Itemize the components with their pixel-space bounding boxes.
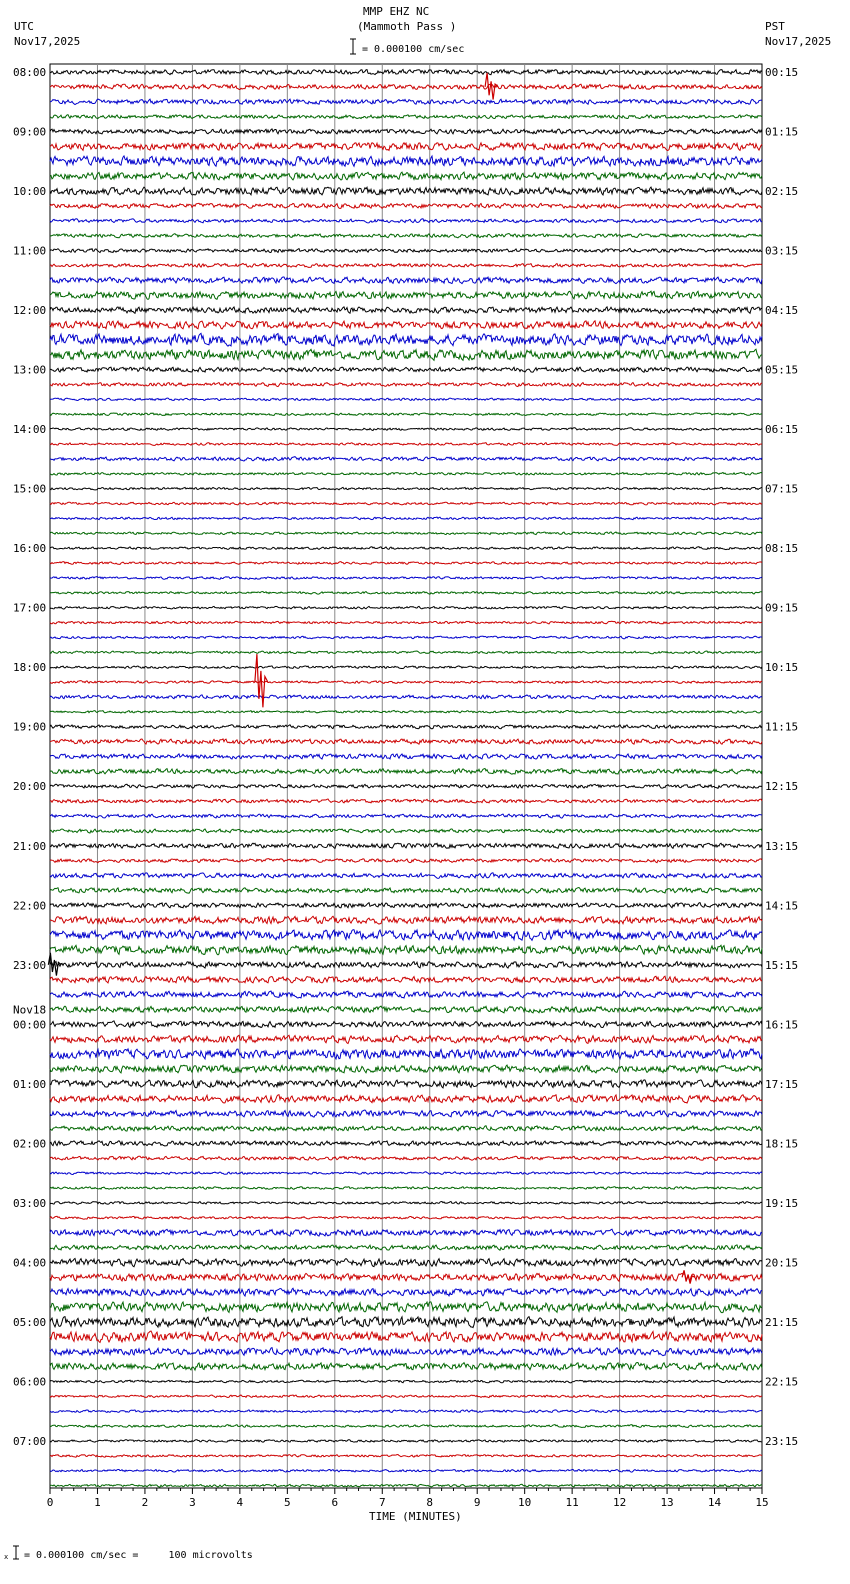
pst-hour-label: 00:15 <box>765 66 799 79</box>
trace-70 <box>50 1110 762 1117</box>
pst-hour-label: 06:15 <box>765 423 799 437</box>
utc-hour-label: 17:00 <box>13 601 47 615</box>
trace-61 <box>50 976 762 983</box>
trace-14 <box>50 277 762 284</box>
trace-65 <box>50 1035 762 1043</box>
trace-23 <box>50 413 762 416</box>
trace-78 <box>50 1229 762 1236</box>
pst-hour-label: 07:15 <box>765 482 799 496</box>
x-tick-label: 15 <box>755 1496 769 1509</box>
trace-91 <box>50 1425 762 1428</box>
trace-48 <box>50 784 762 788</box>
trace-35 <box>50 592 762 595</box>
x-tick-label: 3 <box>189 1496 196 1509</box>
x-tick-label: 0 <box>46 1496 54 1509</box>
pst-hour-label: 03:15 <box>765 244 799 258</box>
trace-80 <box>50 1259 762 1267</box>
scale-text: = 0.000100 cm/sec <box>362 44 465 55</box>
trace-85 <box>50 1331 762 1342</box>
pst-hour-label: 04:15 <box>765 304 799 318</box>
pst-hour-label: 22:15 <box>765 1375 799 1389</box>
trace-73 <box>50 1156 762 1160</box>
pst-hour-label: 14:15 <box>765 899 799 913</box>
trace-68 <box>50 1080 762 1088</box>
utc-hour-label: 12:00 <box>13 304 47 318</box>
utc-hour-label: 07:00 <box>13 1434 47 1448</box>
trace-0 <box>50 70 762 75</box>
trace-42 <box>50 695 762 699</box>
trace-69 <box>50 1095 762 1103</box>
trace-66 <box>50 1049 762 1059</box>
trace-77 <box>50 1216 762 1219</box>
utc-hour-label: 19:00 <box>13 720 47 734</box>
utc-hour-label: 09:00 <box>13 125 47 139</box>
trace-25 <box>50 443 762 446</box>
utc-hour-label: 23:00 <box>13 958 47 972</box>
trace-29 <box>50 502 762 505</box>
pst-hour-label: 16:15 <box>765 1018 799 1032</box>
trace-1 <box>50 84 762 90</box>
pst-hour-label: 23:15 <box>765 1434 799 1448</box>
utc-hour-label: 14:00 <box>13 423 47 437</box>
trace-64 <box>50 1021 762 1028</box>
trace-38 <box>50 636 762 639</box>
trace-39 <box>50 651 762 654</box>
station-name: (Mammoth Pass ) <box>357 20 457 33</box>
x-tick-label: 11 <box>565 1496 579 1509</box>
trace-41 <box>50 681 762 684</box>
trace-51 <box>50 829 762 833</box>
trace-9 <box>50 203 762 208</box>
trace-90 <box>50 1410 762 1413</box>
trace-6 <box>50 156 762 166</box>
utc-hour-label: 01:00 <box>13 1077 47 1091</box>
trace-93 <box>50 1455 762 1458</box>
x-tick-label: 9 <box>473 1496 481 1509</box>
svg-text:x: x <box>4 1553 9 1561</box>
trace-27 <box>50 472 762 475</box>
trace-76 <box>50 1202 762 1205</box>
utc-hour-label: 13:00 <box>13 363 47 377</box>
event-spike-1 <box>255 654 268 707</box>
x-tick-label: 4 <box>236 1496 244 1509</box>
utc-hour-label: 10:00 <box>13 185 47 199</box>
x-tick-label: 12 <box>612 1496 627 1509</box>
utc-hour-label: 06:00 <box>13 1375 47 1389</box>
pst-hour-label: 10:15 <box>765 661 799 675</box>
trace-12 <box>50 249 762 253</box>
x-tick-label: 13 <box>660 1496 674 1509</box>
trace-33 <box>50 562 762 565</box>
trace-83 <box>50 1302 762 1313</box>
trace-16 <box>50 307 762 313</box>
trace-18 <box>50 333 762 346</box>
event-spike-3 <box>682 1270 695 1283</box>
pst-hour-label: 09:15 <box>765 601 799 615</box>
x-axis-label: TIME (MINUTES) <box>369 1510 462 1523</box>
trace-53 <box>50 859 762 863</box>
trace-56 <box>50 903 762 908</box>
trace-22 <box>50 398 762 401</box>
utc-hour-label: 18:00 <box>13 661 47 675</box>
trace-36 <box>50 606 762 609</box>
trace-79 <box>50 1245 762 1250</box>
left-date: Nov17,2025 <box>14 35 81 48</box>
trace-21 <box>50 383 762 387</box>
pst-hour-label: 20:15 <box>765 1256 799 1270</box>
trace-2 <box>50 99 762 104</box>
utc-hour-label: 22:00 <box>13 899 47 913</box>
trace-7 <box>50 172 762 180</box>
x-tick-label: 2 <box>141 1496 149 1509</box>
trace-74 <box>50 1172 762 1175</box>
trace-67 <box>50 1065 762 1073</box>
trace-44 <box>50 725 762 729</box>
pst-hour-label: 01:15 <box>765 125 799 139</box>
trace-30 <box>50 517 762 520</box>
x-tick-label: 1 <box>94 1496 101 1509</box>
utc-hour-label: 03:00 <box>13 1196 47 1210</box>
trace-81 <box>50 1273 762 1281</box>
trace-5 <box>50 143 762 151</box>
trace-19 <box>50 349 762 360</box>
pst-hour-label: 13:15 <box>765 839 799 853</box>
trace-37 <box>50 621 762 624</box>
trace-59 <box>50 945 762 955</box>
x-tick-label: 6 <box>331 1496 339 1509</box>
x-tick-label: 5 <box>284 1496 291 1509</box>
trace-24 <box>50 428 762 431</box>
trace-11 <box>50 234 762 238</box>
trace-8 <box>50 187 762 195</box>
trace-57 <box>50 916 762 924</box>
utc-date-label: Nov18 <box>13 1003 47 1017</box>
trace-45 <box>50 739 762 744</box>
utc-hour-label: 05:00 <box>13 1315 47 1329</box>
trace-34 <box>50 577 762 580</box>
trace-10 <box>50 219 762 223</box>
trace-54 <box>50 873 762 879</box>
pst-hour-label: 12:15 <box>765 780 799 794</box>
trace-60 <box>50 962 762 969</box>
utc-hour-label: 00:00 <box>13 1018 47 1032</box>
utc-hour-label: 11:00 <box>13 244 47 258</box>
trace-84 <box>50 1317 762 1328</box>
x-tick-label: 10 <box>518 1496 532 1509</box>
utc-hour-label: 15:00 <box>13 482 47 496</box>
trace-63 <box>50 1006 762 1013</box>
station-line: MMP EHZ NC <box>363 5 430 18</box>
footer-scale-text: = 0.000100 cm/sec = 100 microvolts <box>24 1550 253 1561</box>
trace-17 <box>50 321 762 329</box>
trace-15 <box>50 291 762 299</box>
utc-hour-label: 08:00 <box>13 66 47 79</box>
x-tick-label: 7 <box>378 1496 386 1509</box>
trace-31 <box>50 532 762 535</box>
pst-hour-label: 11:15 <box>765 720 799 734</box>
trace-50 <box>50 814 762 818</box>
pst-hour-label: 05:15 <box>765 363 799 377</box>
trace-92 <box>50 1440 762 1443</box>
trace-52 <box>50 843 762 848</box>
trace-89 <box>50 1395 762 1398</box>
trace-58 <box>50 930 762 941</box>
trace-55 <box>50 888 762 894</box>
trace-49 <box>50 799 762 803</box>
right-timezone: PST <box>765 20 785 33</box>
pst-hour-label: 02:15 <box>765 185 799 199</box>
trace-46 <box>50 754 762 759</box>
trace-71 <box>50 1126 762 1131</box>
pst-hour-label: 08:15 <box>765 542 799 556</box>
right-date: Nov17,2025 <box>765 35 832 48</box>
trace-94 <box>50 1469 762 1472</box>
pst-hour-label: 19:15 <box>765 1196 799 1210</box>
utc-hour-label: 16:00 <box>13 542 47 556</box>
trace-62 <box>50 991 762 998</box>
trace-4 <box>50 129 762 134</box>
trace-26 <box>50 457 762 461</box>
trace-13 <box>50 264 762 268</box>
pst-hour-label: 17:15 <box>765 1077 799 1091</box>
trace-3 <box>50 115 762 119</box>
left-timezone: UTC <box>14 20 34 33</box>
trace-47 <box>50 769 762 775</box>
pst-hour-label: 15:15 <box>765 958 799 972</box>
utc-hour-label: 21:00 <box>13 839 47 853</box>
trace-86 <box>50 1348 762 1356</box>
utc-hour-label: 04:00 <box>13 1256 47 1270</box>
trace-75 <box>50 1187 762 1190</box>
x-tick-label: 8 <box>426 1496 434 1509</box>
trace-32 <box>50 547 762 550</box>
plot-frame <box>50 64 762 1488</box>
trace-40 <box>50 666 762 669</box>
trace-72 <box>50 1141 762 1146</box>
pst-hour-label: 18:15 <box>765 1137 799 1151</box>
utc-hour-label: 20:00 <box>13 780 47 794</box>
pst-hour-label: 21:15 <box>765 1315 799 1329</box>
trace-28 <box>50 487 762 490</box>
utc-hour-label: 02:00 <box>13 1137 47 1151</box>
trace-43 <box>50 711 762 714</box>
trace-95 <box>50 1484 762 1487</box>
trace-87 <box>50 1363 762 1371</box>
trace-20 <box>50 367 762 372</box>
trace-82 <box>50 1288 762 1296</box>
trace-88 <box>50 1380 762 1383</box>
x-tick-label: 14 <box>707 1496 722 1509</box>
footer-scale-bar-icon <box>4 1545 20 1561</box>
